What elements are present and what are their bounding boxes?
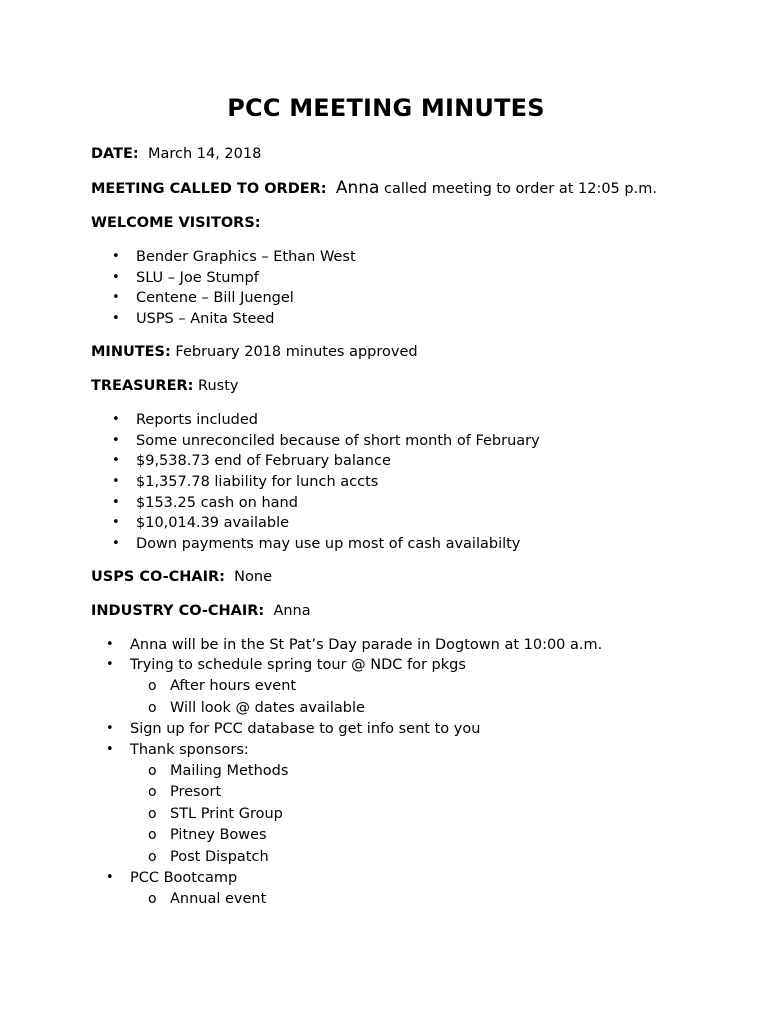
hollow-bullet-icon: o [148,699,157,716]
bullet-icon: • [112,311,120,327]
bullet-icon: • [106,870,114,886]
sub-list-item [130,676,681,698]
list-item-text: Anna will be in the St Pat’s Day parade in Dogtown at 10:00 a.m. [130,636,603,653]
bullet-icon: • [106,741,114,757]
welcome-visitors-heading [91,213,681,233]
sub-list [130,761,681,869]
bullet-icon: • [112,473,120,489]
welcome-visitors-label: WELCOME VISITORS: [91,215,261,231]
sub-list-item-text: Will look @ dates available [170,699,365,716]
sub-list-item-text: Pitney Bowes [170,827,267,844]
sub-list-item-text: Mailing Methods [170,762,289,779]
list-item-text: Sign up for PCC database to get info sent to you [130,721,481,738]
bullet-icon: • [106,721,114,737]
minutes-label: MINUTES: [91,343,171,360]
list-item-text: $1,357.78 liability for lunch accts [136,473,379,490]
list-item-text: Bender Graphics – Ethan West [136,249,356,265]
list-item-text: Reports included [136,411,258,428]
bullet-icon: • [106,657,114,673]
list-item [91,410,681,431]
hollow-bullet-icon: o [148,848,157,865]
page-title: PCC MEETING MINUTES [227,94,545,122]
treasurer-label: TREASURER: [91,377,194,394]
list-item-text: Down payments may use up most of cash availabilty [136,536,521,553]
usps-cochair-label: USPS CO-CHAIR: [91,568,225,585]
list-item [91,309,681,330]
bullet-icon: • [112,536,120,552]
sub-list-item-text: STL Print Group [170,805,283,822]
list-item-text: Some unreconciled because of short month of February [136,432,540,449]
hollow-bullet-icon: o [148,890,157,907]
bullet-icon: • [112,290,120,306]
sub-list-item-text: Annual event [170,890,267,907]
list-item [91,431,681,452]
sub-list [130,676,681,719]
industry-cochair-line [91,601,681,621]
bullet-icon: • [112,432,120,448]
list-item [91,247,681,268]
list-item [91,655,681,719]
list-item-text: PCC Bootcamp [130,870,238,887]
treasurer-value: Rusty [198,377,239,394]
list-item [91,719,681,740]
hollow-bullet-icon: o [148,805,157,822]
called-to-order-label: MEETING CALLED TO ORDER: [91,181,327,197]
welcome-visitors-list [91,247,681,330]
list-item-text: $10,014.39 available [136,515,290,532]
list-item [91,268,681,289]
hollow-bullet-icon: o [148,762,157,779]
usps-cochair-value: None [234,568,273,585]
list-item-text: Centene – Bill Juengel [136,290,294,307]
called-to-order-name: Anna [335,178,380,198]
list-item-text: $153.25 cash on hand [136,494,298,511]
minutes-line [91,342,681,362]
hollow-bullet-icon: o [148,678,157,695]
date-value: March 14, 2018 [147,146,262,162]
treasurer-list [91,410,681,555]
list-item [91,868,681,910]
list-item-text: $9,538.73 end of February balance [136,453,391,470]
sub-list-item-text: After hours event [170,678,297,695]
list-item-text: Thank sponsors: [130,741,249,758]
sub-list-item [130,825,681,847]
industry-cochair-list [91,635,681,911]
list-item [91,472,681,493]
date-line [91,144,681,164]
sub-list [130,889,681,911]
sub-list-item-text: Presort [170,784,222,801]
sub-list-item-text: Post Dispatch [170,848,269,865]
list-item-text: SLU – Joe Stumpf [136,269,259,286]
industry-cochair-value: Anna [273,602,311,619]
bullet-icon: • [112,453,120,469]
industry-cochair-label: INDUSTRY CO-CHAIR: [91,602,265,619]
list-item [91,635,681,656]
date-label: DATE: [91,146,139,162]
bullet-icon: • [112,411,120,427]
bullet-icon: • [112,494,120,510]
sub-list-item [130,698,681,720]
document-page [91,92,681,910]
bullet-icon: • [112,249,120,264]
list-item [91,534,681,555]
list-item [91,288,681,309]
sub-list-item [130,761,681,783]
bullet-icon: • [112,269,120,285]
list-item [91,493,681,514]
list-item [91,740,681,868]
sub-list-item [130,889,681,911]
sub-list-item [130,804,681,826]
bullet-icon: • [112,515,120,531]
list-item-text: Trying to schedule spring tour @ NDC for pkgs [130,657,466,674]
usps-cochair-line [91,567,681,587]
called-to-order-text: called meeting to order at 12:05 p.m. [384,181,657,197]
sub-list-item [130,782,681,804]
list-item [91,451,681,472]
list-item-text: USPS – Anita Steed [136,311,275,328]
bullet-icon: • [106,636,114,652]
list-item [91,513,681,534]
called-to-order-line [91,178,681,199]
sub-list-item [130,847,681,869]
minutes-value: February 2018 minutes approved [175,343,418,360]
hollow-bullet-icon: o [148,784,157,801]
hollow-bullet-icon: o [148,827,157,844]
treasurer-line [91,376,681,396]
